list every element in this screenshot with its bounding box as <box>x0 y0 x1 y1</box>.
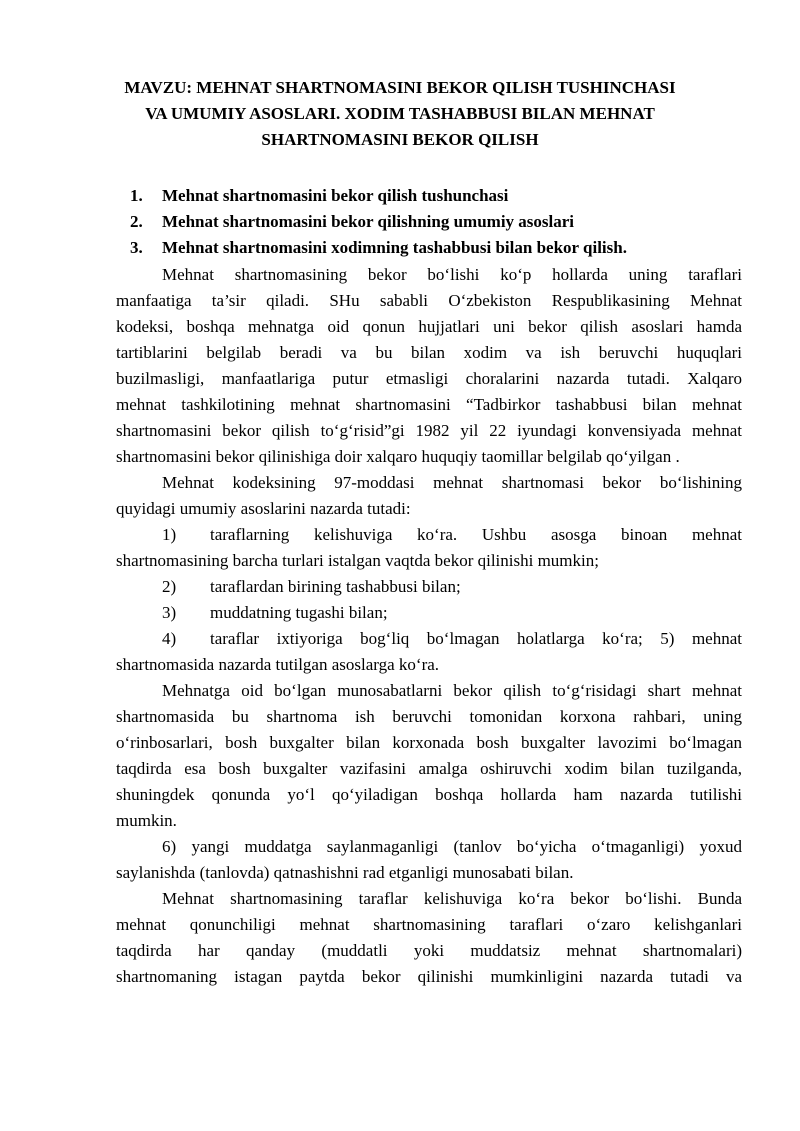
list-item <box>116 574 742 600</box>
text-line: shuningdek qonunda yo‘l qo‘yiladigan boshqa hollarda ham nazarda tutilishi <box>116 785 742 804</box>
paragraph <box>116 678 742 834</box>
text-line: shartnomasini bekor qilinishiga doir xalqaro huquqiy taomillar belgilab qo‘yilgan . <box>116 447 680 466</box>
document-title <box>100 75 700 153</box>
text-line: Mehnat shartnomasining bekor bo‘lishi ko‘p hollarda uning taraflari <box>162 265 742 284</box>
title-line: VA UMUMIY ASOSLARI. XODIM TASHABBUSI BILAN MEHNAT <box>145 104 655 123</box>
list-item <box>116 600 742 626</box>
text-line: taqdirda esa bosh buxgalter vazifasini amalga oshiruvchi xodim bilan tuzilganda, <box>116 759 742 778</box>
paragraph <box>116 262 742 470</box>
outline-item <box>130 235 750 261</box>
paragraph <box>116 470 742 522</box>
paragraph <box>116 834 742 886</box>
text-line: shartnomasida nazarda tutilgan asoslarga ko‘ra. <box>116 655 440 674</box>
outline-number: 2. <box>130 212 143 231</box>
topic-outline <box>130 183 750 261</box>
outline-number: 1. <box>130 186 143 205</box>
outline-number: 3. <box>130 238 143 257</box>
list-number: 4) <box>162 629 177 648</box>
text-line: manfaatiga ta’sir qiladi. SHu sababli O‘zbekiston Respublikasining Mehnat <box>116 291 742 310</box>
text-line: shartnomasini bekor qilish to‘g‘risid”gi 1982 yil 22 iyundagi konvensiyada mehnat <box>116 421 742 440</box>
outline-text: Mehnat shartnomasini bekor qilish tushunchasi <box>162 186 509 205</box>
text-line: shartnomaning istagan paytda bekor qilinishi mumkinligini nazarda tutadi va <box>116 967 742 986</box>
text-line <box>116 626 742 652</box>
paragraph <box>116 886 742 990</box>
outline-item <box>130 183 750 209</box>
list-item <box>116 522 742 574</box>
text-line: o‘rinbosarlari, bosh buxgalter bilan korxonada bosh buxgalter lavozimi bo‘lmagan <box>116 733 742 752</box>
text-line: tartiblarini belgilab beradi va bu bilan xodim va ish beruvchi huquqlari <box>116 343 742 362</box>
document-body <box>116 262 742 990</box>
text-line: Mehnat kodeksining 97-moddasi mehnat shartnomasi bekor bo‘lishining <box>162 473 742 492</box>
text-line: Mehnatga oid bo‘lgan munosabatlarni bekor qilish to‘g‘risidagi shart mehnat <box>162 681 742 700</box>
text-line: quyidagi umumiy asoslarini nazarda tutadi: <box>116 499 411 518</box>
text-line: taqdirda har qanday (muddatli yoki muddatsiz mehnat shartnomalari) <box>116 941 742 960</box>
list-item <box>116 626 742 678</box>
text-line: shartnomasida bu shartnoma ish beruvchi tomonidan korxona rahbari, uning <box>116 707 742 726</box>
outline-text: Mehnat shartnomasini xodimning tashabbusi bilan bekor qilish. <box>162 238 627 257</box>
outline-item <box>130 209 750 235</box>
list-text: taraflardan birining tashabbusi bilan; <box>210 577 461 596</box>
text-line: mehnat qonunchiligi mehnat shartnomasining taraflari o‘zaro kelishganlari <box>116 915 742 934</box>
text-line: 6) yangi muddatga saylanmaganligi (tanlov bo‘yicha o‘tmaganligi) yoxud <box>162 837 742 856</box>
text-line: shartnomasining barcha turlari istalgan vaqtda bekor qilinishi mumkin; <box>116 551 599 570</box>
text-line: mumkin. <box>116 811 177 830</box>
text-line <box>116 522 742 548</box>
title-line: SHARTNOMASINI BEKOR QILISH <box>261 130 539 149</box>
list-number: 2) <box>162 577 177 596</box>
list-text: taraflar ixtiyoriga bog‘liq bo‘lmagan holatlarga ko‘ra; 5) mehnat <box>210 629 742 648</box>
text-line <box>116 600 742 626</box>
list-number: 1) <box>162 525 177 544</box>
list-text: muddatning tugashi bilan; <box>210 603 388 622</box>
text-line: buzilmasligi, manfaatlariga putur etmasligi choralarini nazarda tutadi. Xalqaro <box>116 369 742 388</box>
text-line: Mehnat shartnomasining taraflar kelishuviga ko‘ra bekor bo‘lishi. Bunda <box>162 889 742 908</box>
title-line: MAVZU: MEHNAT SHARTNOMASINI BEKOR QILISH TUSHINCHASI <box>124 78 676 97</box>
text-line: mehnat tashkilotining mehnat shartnomasini “Tadbirkor tashabbusi bilan mehnat <box>116 395 742 414</box>
list-number: 3) <box>162 603 177 622</box>
text-line: kodeksi, boshqa mehnatga oid qonun hujjatlari uni bekor qilish asoslari hamda <box>116 317 742 336</box>
text-line: saylanishda (tanlovda) qatnashishni rad etganligi munosabati bilan. <box>116 863 574 882</box>
text-line <box>116 574 742 600</box>
list-text: taraflarning kelishuviga ko‘ra. Ushbu asosga binoan mehnat <box>210 525 742 544</box>
outline-text: Mehnat shartnomasini bekor qilishning umumiy asoslari <box>162 212 575 231</box>
